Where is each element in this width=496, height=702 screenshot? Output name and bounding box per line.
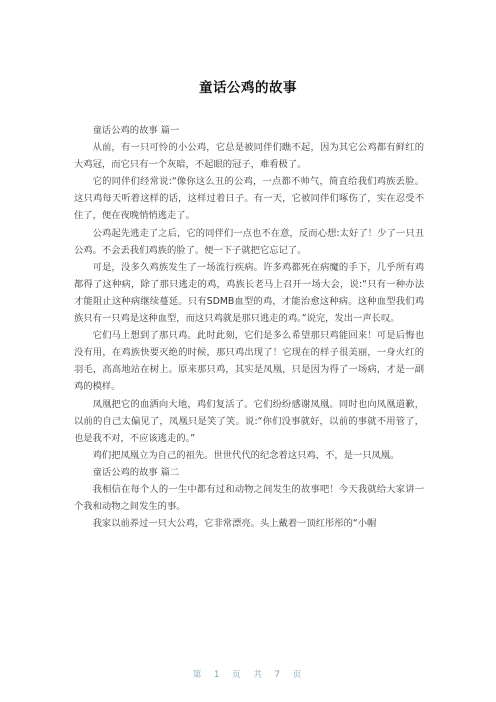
- paragraph: 它的同伴们经常说:“像你这么丑的公鸡，一点都不帅气，简直给我们鸡族丢脸。这只鸡每天听着这样的话，这样过着日子。有一天，它被同伴们啄伤了，实在忍受不住了，便在夜晚悄悄逃走了。: [74, 176, 424, 222]
- paragraph: 它们马上想到了那只鸡。此时此刻，它们是多么希望那只鸡能回来！可是后悔也没有用，在鸡族快要灭绝的时候，那只鸡出现了！它现在的样子很美丽，一身火红的羽毛，高高地站在树上。原来那只鸡，其实是凤凰，只是因为得了一场病，才是一副鸡的模样。: [74, 330, 424, 393]
- paragraph: 公鸡起先逃走了之后，它的同伴们一点也不在意，反而心想:太好了！少了一只丑公鸡。不会丢我们鸡族的脸了。便一下子就把它忘记了。: [74, 227, 424, 256]
- section-heading: 童话公鸡的故事 篇一: [92, 125, 180, 136]
- section-heading: 童话公鸡的故事 篇二: [92, 466, 180, 478]
- page-footer: 第 1 页 共 7 页: [192, 670, 304, 680]
- paragraph: 我家以前养过一只大公鸡，它非常漂亮。头上戴着一顶红彤彤的“小帽: [92, 518, 377, 530]
- paragraph: 凤凰把它的血洒向大地，鸡们复活了。它们纷纷感谢凤凰。同时也向凤凰道歉，以前的自己太偏见了，凤凰只是笑了笑。说:“你们没事就好，以前的事就不用管了，也是我不对，不应该逃走的。”: [74, 398, 424, 444]
- paragraph: 鸡们把凤凰立为自己的祖先。世世代代的纪念着这只鸡，不，是一只凤凰。: [92, 449, 400, 461]
- paragraph: 可是，没多久鸡族发生了一场流行疾病。许多鸡都死在病魔的手下，几乎所有鸡都得了这种病，除了那只逃走的鸡，鸡族长老马上召开一场大会，说:“只有一种办法才能阻止这种病继续蔓延。只有SDMB血型的鸡，才能治愈这种病。这种血型我们鸡族只有一只鸡是这种血型，而这只鸡就是那只逃走的鸡。”说完，发出一声长叹。: [74, 261, 424, 325]
- paragraph: 我相信在每个人的一生中都有过和动物之间发生的故事吧！今天我就给大家讲一个我和动物之间发生的事。: [74, 483, 424, 513]
- document-body: [74, 122, 424, 532]
- paragraph: 从前，有一只可怜的小公鸡，它总是被同伴们瞧不起，因为其它公鸡都有鲜红的大鸡冠，而它只有一个灰暗，不起眼的冠子，难看极了。: [74, 142, 424, 171]
- document-title: 童话公鸡的故事: [199, 80, 297, 96]
